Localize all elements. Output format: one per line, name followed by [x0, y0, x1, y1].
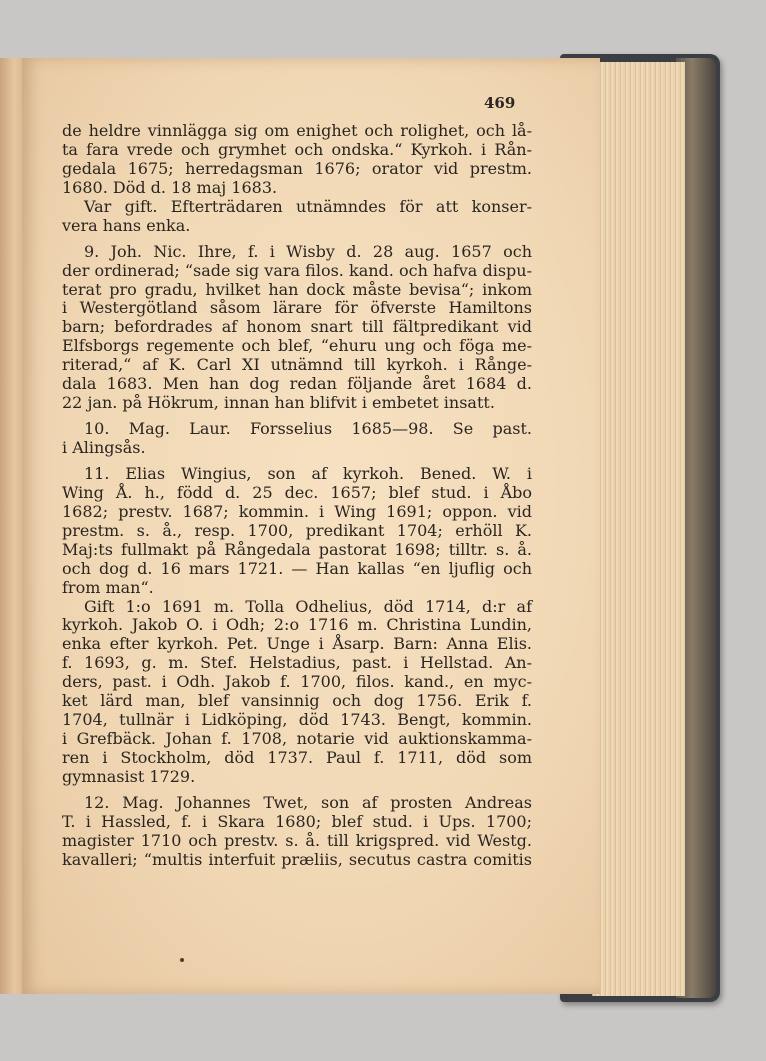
page-text [62, 122, 532, 870]
text-line: gedala 1675; herredagsman 1676; orator vid prestm. [62, 158, 532, 178]
ink-spot [180, 958, 184, 962]
text-line: ta fara vrede och grymhet och ondska.“ Kyrkoh. i Rån- [62, 139, 532, 159]
text-line: ket lärd man, blef vansinnig och dog 1756. Erik f. [62, 691, 532, 711]
text-line: i Westergötland såsom lärare för öfverste Hamiltons [62, 298, 532, 318]
text-line: kyrkoh. Jakob O. i Odh; 2:o 1716 m. Christina Lundin, [62, 615, 532, 635]
page-fore-edge [592, 62, 685, 996]
text-line: 1704, tullnär i Lidköping, död 1743. Bengt, kommin. [62, 710, 532, 730]
text-line: magister 1710 och prestv. s. å. till krigspred. vid Westg. [62, 830, 532, 850]
text-line: vera hans enka. [62, 215, 191, 235]
text-line: prestm. s. å., resp. 1700, predikant 1704; erhöll K. [62, 520, 532, 540]
text-line: Gift 1:o 1691 m. Tolla Odhelius, död 1714, d:r af [84, 596, 532, 616]
text-line: enka efter kyrkoh. Pet. Unge i Åsarp. Barn: Anna Elis. [62, 634, 532, 654]
text-line: 1680. Död d. 18 maj 1683. [62, 177, 278, 197]
text-line: ders, past. i Odh. Jakob f. 1700, filos. kand., en myc- [62, 672, 532, 692]
text-line: Wing Å. h., född d. 25 dec. 1657; blef stud. i Åbo [62, 482, 532, 502]
text-line: 11. Elias Wingius, son af kyrkoh. Bened. W. i [84, 463, 532, 483]
text-line: terat pro gradu, hvilket han dock måste bevisa“; inkom [62, 279, 532, 299]
text-line: dala 1683. Men han dog redan följande året 1684 d. [62, 374, 532, 394]
text-line: Var gift. Efterträdaren utnämndes för att konser- [84, 196, 532, 216]
text-line: f. 1693, g. m. Stef. Helstadius, past. i Hellstad. An- [62, 653, 532, 673]
text-line: gymnasist 1729. [62, 766, 196, 786]
text-line: de heldre vinnlägga sig om enighet och rolighet, och lå- [62, 121, 532, 140]
text-line: riterad,“ af K. Carl XI utnämnd till kyrkoh. i Rånge- [62, 355, 532, 375]
text-line: from man“. [62, 577, 154, 597]
page-number: 469 [484, 94, 516, 112]
text-line: Maj:ts fullmakt på Rångedala pastorat 1698; tilltr. s. å. [62, 539, 532, 559]
text-line: 22 jan. på Hökrum, innan han blifvit i embetet insatt. [62, 393, 495, 413]
text-line: Elfsborgs regemente och blef, “ehuru ung och föga me- [62, 336, 532, 356]
text-line: kavalleri; “multis interfuit præliis, secutus castra comitis [62, 849, 532, 869]
text-line: 1682; prestv. 1687; kommin. i Wing 1691; oppon. vid [62, 501, 532, 521]
text-line: barn; befordrades af honom snart till fältpredikant vid [62, 317, 532, 337]
text-line: 12. Mag. Johannes Twet, son af prosten Andreas [84, 792, 532, 812]
text-line: ren i Stockholm, död 1737. Paul f. 1711, död som [62, 748, 532, 767]
text-line: 10. Mag. Laur. Forsselius 1685—98. Se past. [84, 419, 532, 439]
text-line: i Alingsås. [62, 438, 146, 457]
text-line: T. i Hassled, f. i Skara 1680; blef stud. i Ups. 1700; [62, 811, 532, 831]
text-line: 9. Joh. Nic. Ihre, f. i Wisby d. 28 aug. 1657 och [84, 241, 532, 261]
text-line: och dog d. 16 mars 1721. — Han kallas “en ljuflig och [62, 558, 532, 578]
text-line: der ordinerad; “sade sig vara filos. kand. och hafva dispu- [62, 260, 532, 280]
book-page [22, 58, 600, 994]
text-line: i Grefbäck. Johan f. 1708, notarie vid auktionskamma- [62, 729, 532, 749]
